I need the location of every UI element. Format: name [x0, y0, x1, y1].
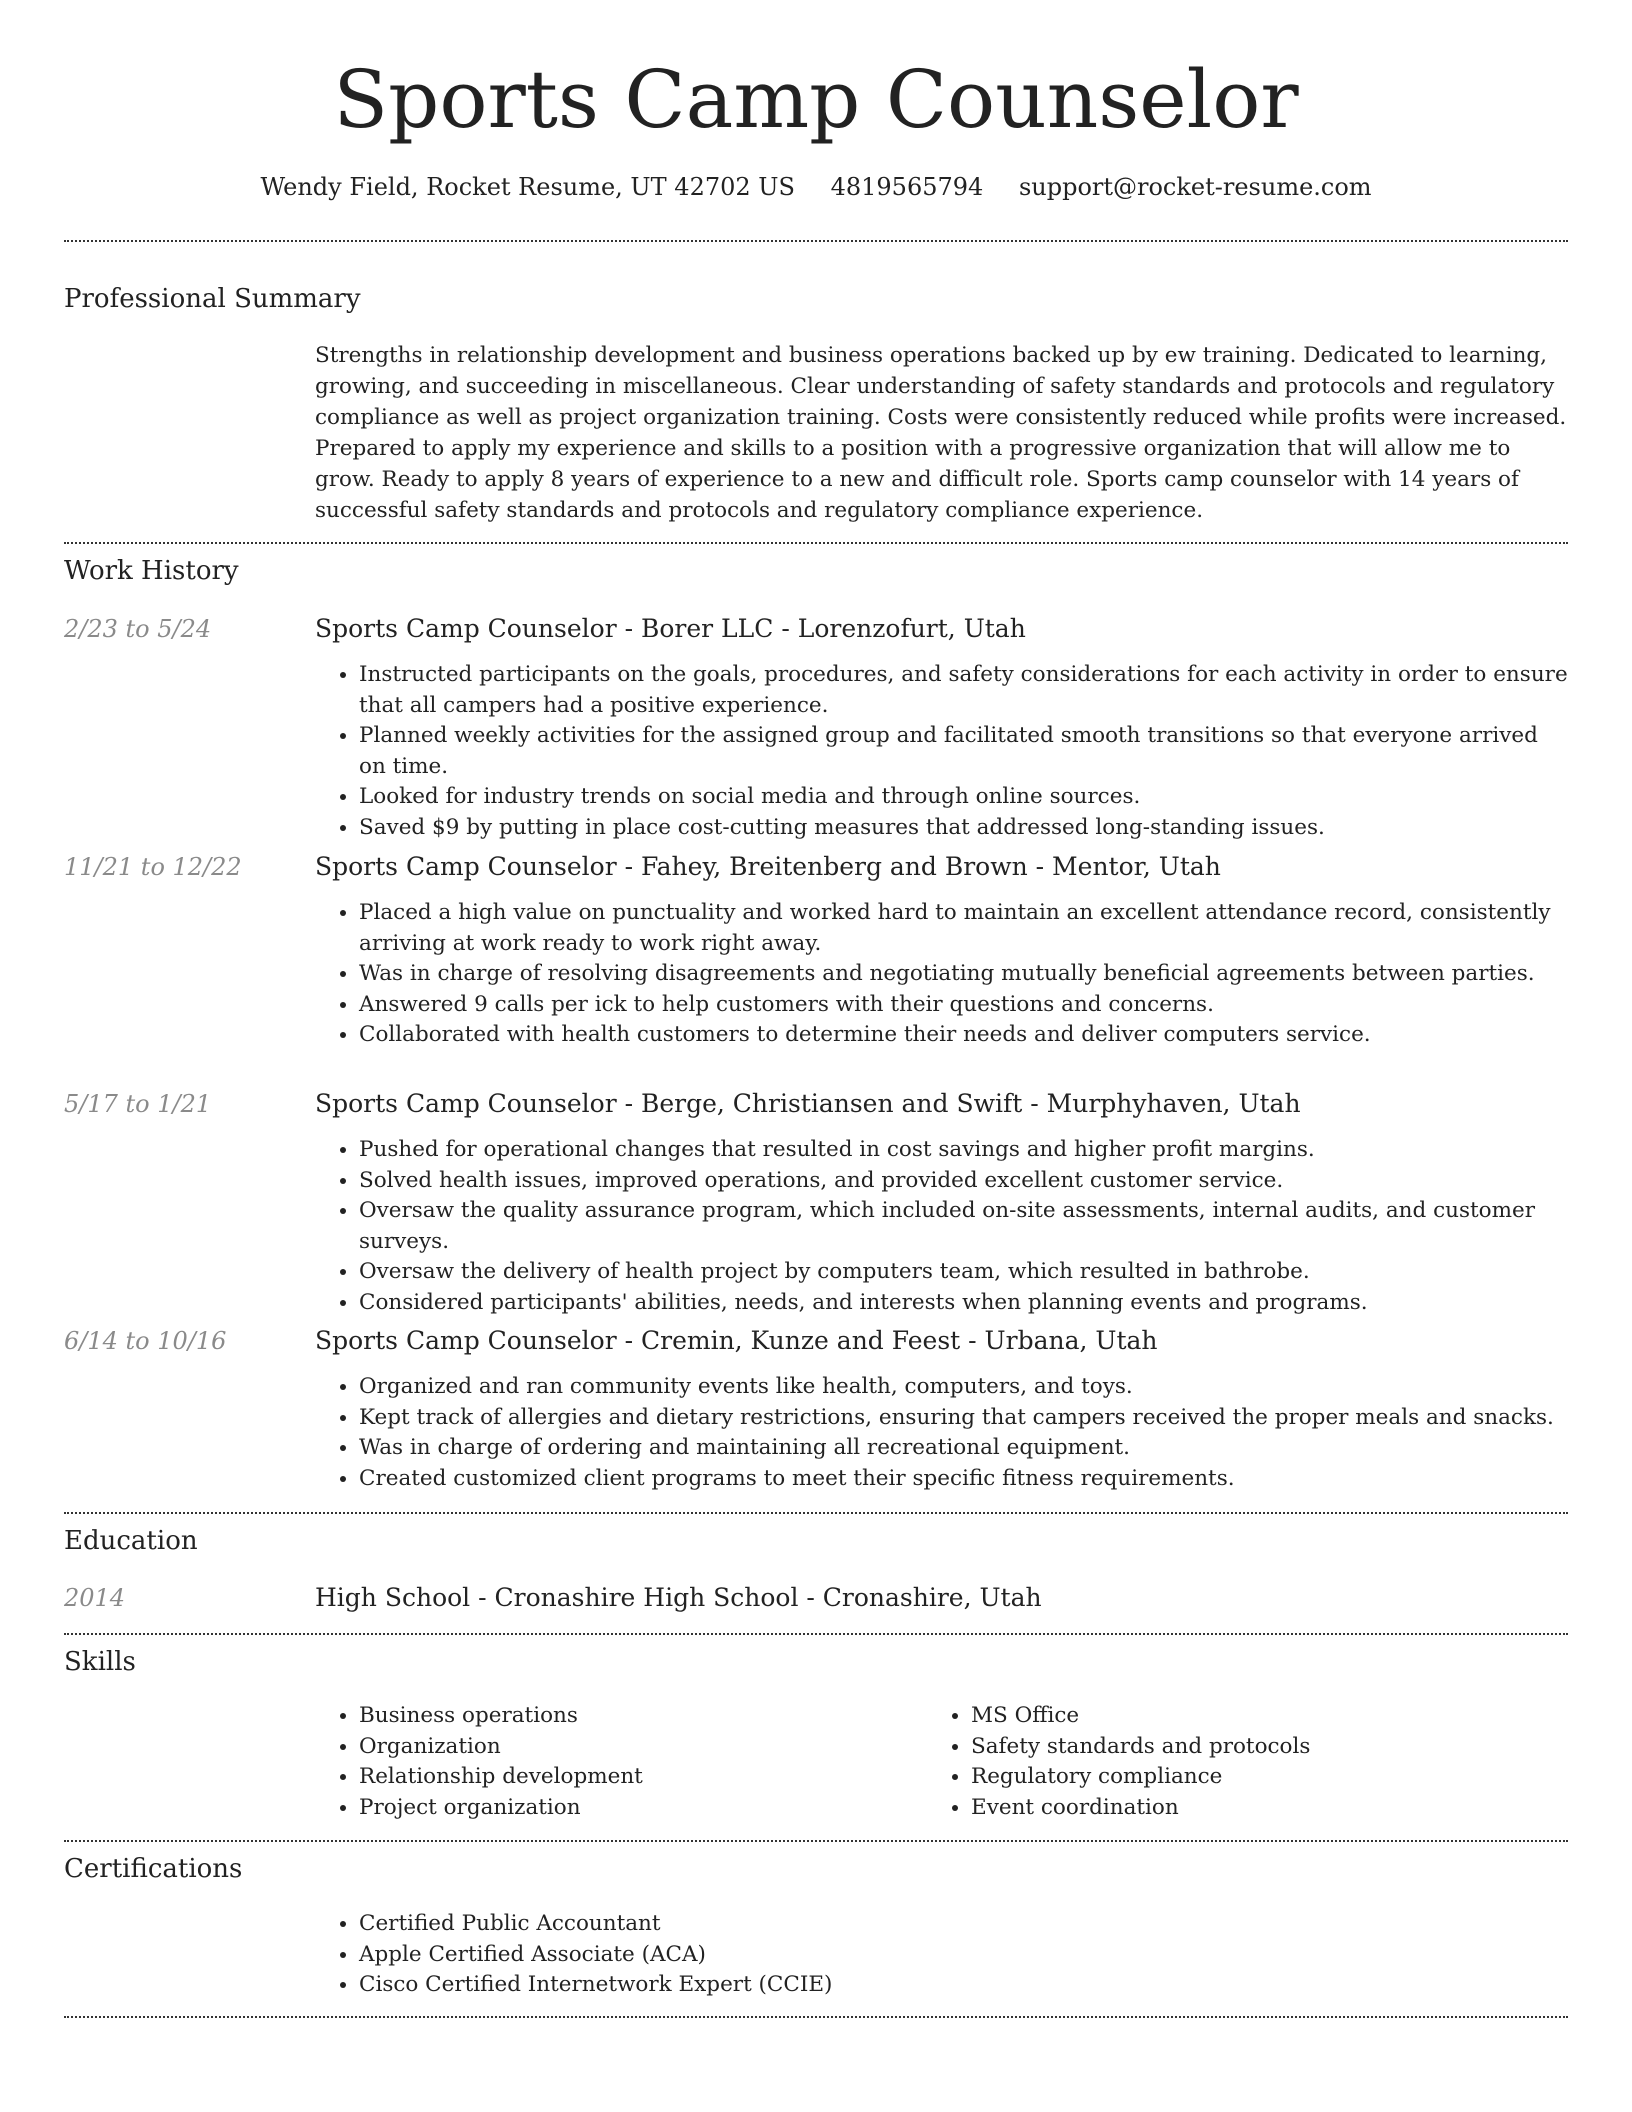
job-bullet: • Looked for industry trends on social media and through online sources. [359, 782, 1570, 813]
contact-email: support@rocket-resume.com [1018, 173, 1372, 201]
section-title-work: Work History [64, 556, 239, 586]
certifications-body [315, 1909, 1570, 2001]
skills-list-right [927, 1701, 1527, 1823]
job-bullet: • Was in charge of resolving disagreements and negotiating mutually beneficial agreements between parties. [359, 959, 1570, 990]
skill-item: • Business operations [359, 1701, 915, 1732]
certification-item: • Cisco Certified Internetwork Expert (CCIE) [359, 1970, 1570, 2001]
divider [64, 542, 1568, 544]
job-bullets [315, 1135, 1570, 1318]
skill-item: • Regulatory compliance [971, 1762, 1527, 1793]
job-heading: Sports Camp Counselor - Cremin, Kunze and Feest - Urbana, Utah [315, 1326, 1158, 1355]
certification-item: • Apple Certified Associate (ACA) [359, 1940, 1570, 1971]
skills-bullets [927, 1701, 1527, 1823]
contact-address: Wendy Field, Rocket Resume, UT 42702 US [260, 173, 795, 201]
job-dates: 2/23 to 5/24 [64, 615, 212, 643]
skills-bullets [315, 1701, 915, 1823]
skill-item: • Organization [359, 1732, 915, 1763]
job-bullet: • Was in charge of ordering and maintaining all recreational equipment. [359, 1433, 1570, 1464]
job-bullet: • Oversaw the quality assurance program, which included on-site assessments, internal audits, and customer surveys. [359, 1196, 1570, 1257]
job-bullet: • Kept track of allergies and dietary restrictions, ensuring that campers received the proper meals and snacks. [359, 1403, 1570, 1434]
job-dates: 6/14 to 10/16 [64, 1327, 227, 1355]
certification-bullets [315, 1909, 1570, 2001]
job-bullet: • Collaborated with health customers to determine their needs and deliver computers service. [359, 1020, 1570, 1051]
job-heading: Sports Camp Counselor - Fahey, Breitenberg and Brown - Mentor, Utah [315, 852, 1221, 881]
divider [64, 1512, 1568, 1514]
divider [64, 1840, 1568, 1842]
certification-item: • Certified Public Accountant [359, 1909, 1570, 1940]
job-entry [315, 1324, 1570, 1494]
education-heading: High School - Cronashire High School - Cronashire, Utah [315, 1583, 1042, 1612]
section-title-summary: Professional Summary [64, 284, 361, 314]
divider [64, 240, 1568, 242]
section-title-education: Education [64, 1526, 198, 1556]
skill-item: • Project organization [359, 1793, 915, 1824]
resume-name: Sports Camp Counselor [333, 53, 1299, 146]
job-bullet: • Instructed participants on the goals, procedures, and safety considerations for each activity in order to ensure that all campers had a positive experience. [359, 660, 1570, 721]
education-entry [315, 1581, 1570, 1615]
education-year: 2014 [64, 1584, 126, 1612]
skill-item: • MS Office [971, 1701, 1527, 1732]
contact-phone: 4819565794 [830, 173, 984, 201]
job-bullets [315, 660, 1570, 843]
job-bullet: • Saved $9 by putting in place cost-cutting measures that addressed long-standing issues. [359, 813, 1570, 844]
job-entry [315, 1087, 1570, 1318]
job-bullet: • Placed a high value on punctuality and worked hard to maintain an excellent attendance record, consistently arriving at work ready to work right away. [359, 898, 1570, 959]
job-entry [315, 612, 1570, 843]
job-bullet: • Planned weekly activities for the assigned group and facilitated smooth transitions so that everyone arrived on time. [359, 721, 1570, 782]
job-heading: Sports Camp Counselor - Berge, Christiansen and Swift - Murphyhaven, Utah [315, 1089, 1301, 1118]
skill-item: • Event coordination [971, 1793, 1527, 1824]
job-bullet: • Answered 9 calls per ick to help customers with their questions and concerns. [359, 990, 1570, 1021]
skill-item: • Safety standards and protocols [971, 1732, 1527, 1763]
section-title-certifications: Certifications [64, 1854, 243, 1884]
job-bullet: • Considered participants' abilities, needs, and interests when planning events and programs. [359, 1288, 1570, 1319]
job-entry [315, 850, 1570, 1051]
job-bullet: • Solved health issues, improved operations, and provided excellent customer service. [359, 1166, 1570, 1197]
job-bullet: • Pushed for operational changes that resulted in cost savings and higher profit margins. [359, 1135, 1570, 1166]
job-heading: Sports Camp Counselor - Borer LLC - Lorenzofurt, Utah [315, 614, 1026, 643]
summary-text: Strengths in relationship development and business operations backed up by ew training. Dedicated to learning, growing, and succeeding in miscellaneous. Clear understanding of safety standards and protocols and regulatory compliance as well as project organization training. Costs were consistently reduced while profits were increased. Prepared to apply my experience and skills to a position with a progressive organization that will allow me to grow. Ready to apply 8 years of experience to a new and difficult role. Sports camp counselor with 14 years of successful safety standards and protocols and regulatory compliance experience. [315, 343, 1567, 523]
job-bullet: • Organized and ran community events like health, computers, and toys. [359, 1372, 1570, 1403]
job-dates: 5/17 to 1/21 [64, 1090, 212, 1118]
divider [64, 2016, 1568, 2018]
contact-line [0, 170, 1632, 204]
summary-body [315, 340, 1570, 526]
divider [64, 1633, 1568, 1635]
job-bullets [315, 1372, 1570, 1494]
section-title-skills: Skills [64, 1647, 136, 1677]
job-bullets [315, 898, 1570, 1051]
job-dates: 11/21 to 12/22 [64, 853, 242, 881]
job-bullet: • Created customized client programs to meet their specific fitness requirements. [359, 1464, 1570, 1495]
skills-list-left [315, 1701, 915, 1823]
skill-item: • Relationship development [359, 1762, 915, 1793]
job-bullet: • Oversaw the delivery of health project by computers team, which resulted in bathrobe. [359, 1257, 1570, 1288]
